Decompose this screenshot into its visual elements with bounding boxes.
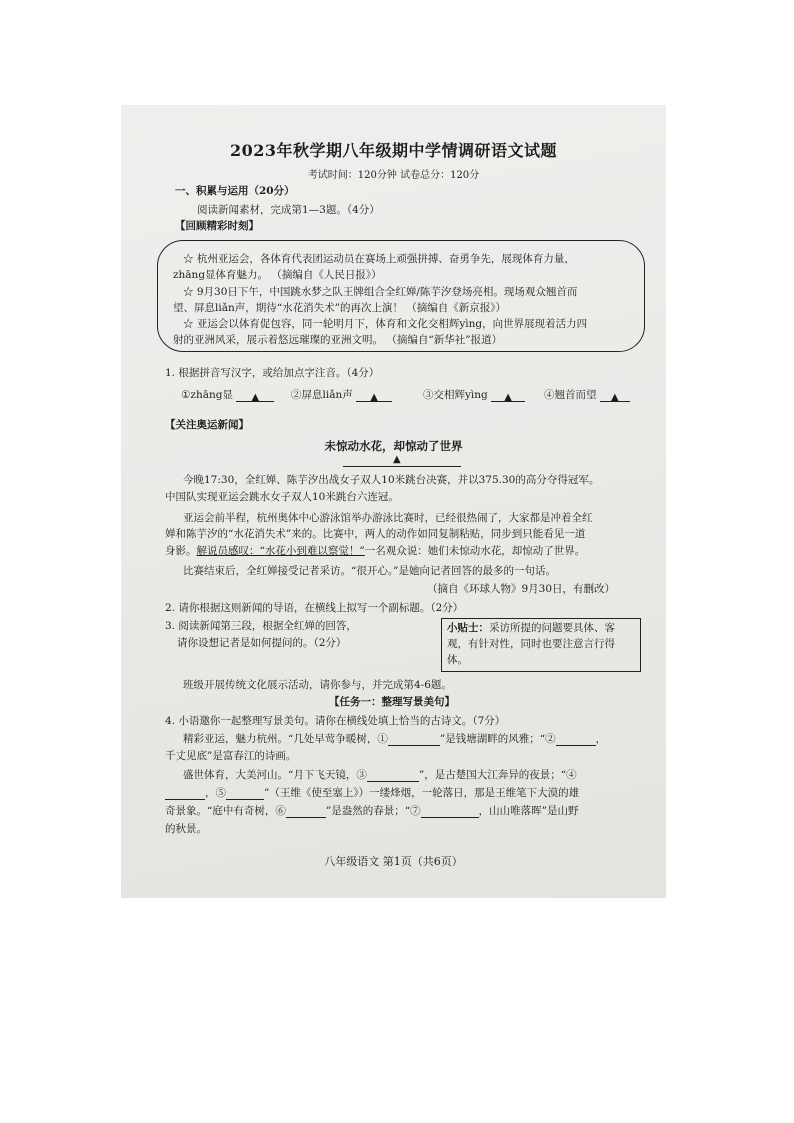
answer-blank[interactable]: [367, 770, 419, 782]
question-4: 4. 小语邀你一起整理写景美句。请你在横线处填上恰当的古诗文。（7分）: [165, 715, 506, 727]
poem-text: ”（王维《使至塞上》）一缕烽烟，一轮落日，那是王维笔下大漠的雄: [264, 787, 580, 799]
answer-blank[interactable]: [600, 390, 630, 402]
answer-blank[interactable]: [556, 734, 596, 746]
q1-item-label: ③交相辉yìng: [423, 389, 488, 401]
q4-line: [165, 786, 579, 800]
poem-text: 奇景象。“庭中有奇树，⑥: [165, 805, 286, 817]
q1-item: [544, 388, 630, 402]
q1-item-label: ②屏息liǎn声: [291, 389, 353, 401]
exam-title: 2023年秋学期八年级期中学情调研语文试题: [229, 141, 558, 160]
news-paragraph: [165, 544, 585, 558]
news-paragraph: 比赛结束后，全红婵接受记者采访。“很开心。”是她向记者回答的最多的一句话。: [183, 565, 556, 577]
question-3: 3. 阅读新闻第三段，根据全红婵的回答，: [165, 620, 357, 632]
tip-line: 体。: [447, 654, 468, 666]
answer-blank[interactable]: [226, 788, 264, 800]
news-text: 身影。: [165, 545, 197, 557]
news-paragraph: 今晚17:30，全红婵、陈芋汐出战女子双人10米跳台决赛，并以375.30的高分夺得冠军。: [183, 474, 600, 486]
poem-text: 盛世体育，大美河山。“月下飞天镜，③: [183, 769, 367, 781]
answer-blank[interactable]: [165, 788, 205, 800]
section-intro: 阅读新闻素材，完成第1—3题。（4分）: [197, 204, 380, 216]
q1-item: [291, 388, 392, 402]
recap-line: ☆ 亚运会以体育促包容，同一轮明月下，体育和文化交相辉yìng，向世界展现着活力四: [183, 318, 588, 330]
triangle-marker-icon: ▲: [393, 454, 401, 465]
poem-text: 精彩亚运，魅力杭州。“几处早莺争暖树，①: [183, 733, 388, 745]
answer-blank[interactable]: [356, 390, 392, 402]
poem-text: ”是钱塘湖畔的风雅；“②: [439, 733, 556, 745]
subtitle-answer-line[interactable]: [343, 466, 461, 467]
q4-line: [165, 804, 579, 818]
triangle-marker-icon: ▲: [610, 392, 619, 403]
tip-text: 采访所提的问题要具体、客: [489, 622, 615, 634]
news-paragraph: 亚运会前半程，杭州奥体中心游泳馆举办游泳比赛时，已经很热闹了，大家都是冲着全红: [183, 512, 593, 524]
q1-item: [423, 388, 525, 402]
news-text: 一名观众说：她们未惊动水花，却惊动了世界。: [364, 545, 586, 557]
recap-line: ☆ 杭州亚运会，各体育代表团运动员在赛场上顽强拼搏、奋勇争先，展现体育力量，: [183, 253, 575, 265]
triangle-marker-icon: ▲: [370, 392, 378, 403]
activity-intro: 班级开展传统文化展示活动，请你参与，并完成第4-6题。: [183, 679, 452, 691]
news-headline: 未惊动水花，却惊动了世界: [324, 439, 463, 453]
recap-line: 射的亚洲风采，展示着悠远璀璨的亚洲文明。 （摘编自“新华社”报道）: [173, 334, 503, 346]
recap-label: 【回顾精彩时刻】: [175, 220, 259, 232]
question-1: 1. 根据拼音写汉字，或给加点字注音。（4分）: [165, 367, 380, 379]
news-paragraph: 中国队实现亚运会跳水女子双人10米跳台六连冠。: [165, 491, 399, 503]
answer-blank[interactable]: [491, 390, 525, 402]
news-paragraph: 婵和陈芋汐的“水花消失术”来的。比赛中，两人的动作如同复制粘贴，同步到只能看见一道: [165, 528, 586, 540]
page-footer: 八年级语文 第1页（共6页）: [324, 855, 463, 868]
q1-item-label: ①zhāng显: [181, 389, 233, 401]
question-2: 2. 请你根据这则新闻的导语，在横线上拟写一个副标题。（2分）: [165, 602, 464, 614]
q1-item-label: ④翘首而望: [544, 389, 597, 401]
section-heading: 一、积累与运用（20分）: [175, 185, 295, 197]
triangle-marker-icon: ▲: [251, 392, 260, 403]
q4-line: 千丈见底”是富春江的诗画。: [165, 750, 297, 762]
news-source: （摘自《环球人物》9月30日，有删改）: [427, 583, 616, 595]
news-text-underlined: 解说员感叹：“水花小到难以察觉！”: [196, 545, 365, 557]
poem-text: ”，是古楚国大江奔异的夜景；“④: [418, 769, 577, 781]
tip-line: 观，有针对性，同时也要注意言行得: [447, 638, 615, 650]
q4-line: [183, 732, 606, 746]
question-3: 请你设想记者是如何提问的。（2分）: [177, 637, 347, 649]
recap-line: ☆ 9月30日下午，中国跳水梦之队王牌组合全红婵/陈芋汐登场亮相。现场观众翘首而: [183, 286, 578, 298]
q4-line: 的秋景。: [165, 823, 207, 835]
tip-label: 小贴士：: [447, 622, 489, 634]
recap-line: 望、屏息liǎn声，期待“水花消失术”的再次上演！ （摘编自《新京报》）: [173, 302, 507, 314]
exam-page: [121, 105, 666, 898]
exam-subtitle: 考试时间：120分钟 试卷总分：120分: [307, 170, 480, 181]
triangle-marker-icon: ▲: [504, 392, 512, 403]
q4-line: [183, 768, 577, 782]
poem-text: ，⑤: [205, 787, 226, 799]
answer-blank[interactable]: [286, 806, 326, 818]
poem-text: ，山山唯落晖”是山野: [478, 805, 579, 817]
answer-blank[interactable]: [236, 390, 274, 402]
answer-blank[interactable]: [421, 806, 479, 818]
q1-item: [181, 388, 274, 402]
poem-text: ，: [595, 733, 607, 745]
recap-line: zhāng显体育魅力。 （摘编自《人民日报》）: [173, 269, 382, 281]
news-label: 【关注奥运新闻】: [165, 419, 249, 431]
tip-line: [447, 621, 615, 635]
answer-blank[interactable]: [388, 734, 440, 746]
poem-text: ”是盎然的春景；“⑦: [325, 805, 421, 817]
task-heading: 【任务一：整理写景美句】: [329, 696, 455, 708]
